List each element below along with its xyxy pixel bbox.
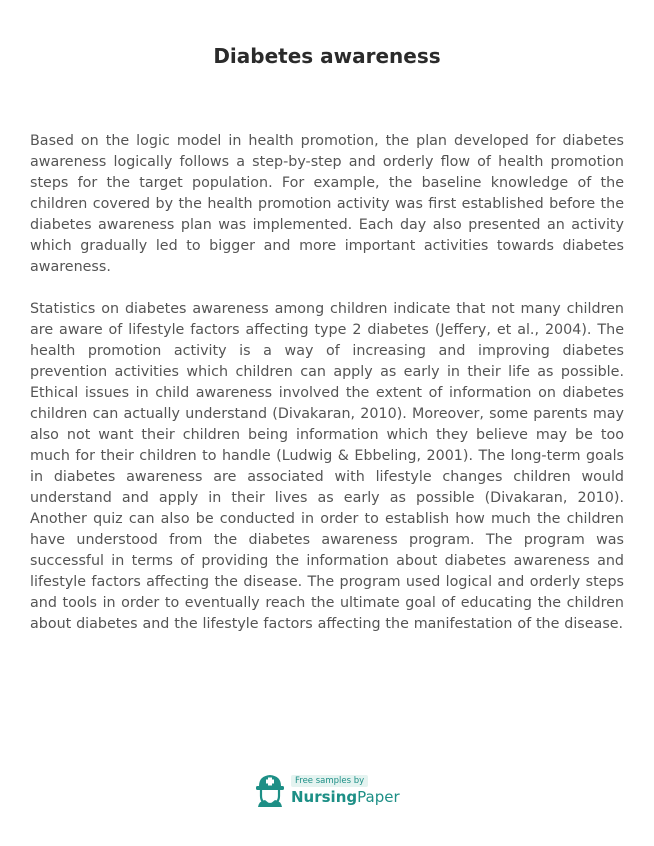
brand-text (291, 775, 400, 806)
nurse-cap-icon (254, 773, 286, 807)
brand-name-bold: Nursing (291, 788, 358, 807)
brand-tagline: Free samples by (291, 775, 368, 788)
brand-footer[interactable] (254, 772, 400, 808)
paragraph-1: Based on the logic model in health promotion, the plan developed for diabetes awareness logically follows a step-by-step and orderly flow of health promotion steps for the target population. For example, the baseline knowledge of the children covered by the health promotion activity was first established before the diabetes awareness plan was implemented. Each day also presented an activity which gradually led to bigger and more important activities towards diabetes awareness. (30, 133, 624, 275)
brand-name (291, 790, 400, 805)
paragraph-2: Statistics on diabetes awareness among children indicate that not many children are aware of lifestyle factors affecting type 2 diabetes (Jeffery, et al., 2004). The health promotion activity is a way of increasing and improving diabetes prevention activities which children can apply as early in their life as possible. Ethical issues in child awareness involved the extent of information on diabetes children can actually understand (Divakaran, 2010). Moreover, some parents may also not want their children being information which they believe may be too much for their children to handle (Ludwig & Ebbeling, 2001). The long-term goals in diabetes awareness are associated with lifestyle changes children would understand and apply in their lives as early as possible (Divakaran, 2010). Another quiz can also be conducted in order to establish how much the children have understood from the diabetes awareness program. The program was successful in terms of providing the information about diabetes awareness and lifestyle factors affecting the disease. The program used logical and orderly steps and tools in order to eventually reach the ultimate goal of educating the children about diabetes and the lifestyle factors affecting the manifestation of the disease. (30, 301, 624, 632)
document-body (30, 131, 624, 635)
brand-name-light: Paper (357, 788, 400, 807)
document-title: Diabetes awareness (213, 44, 441, 68)
